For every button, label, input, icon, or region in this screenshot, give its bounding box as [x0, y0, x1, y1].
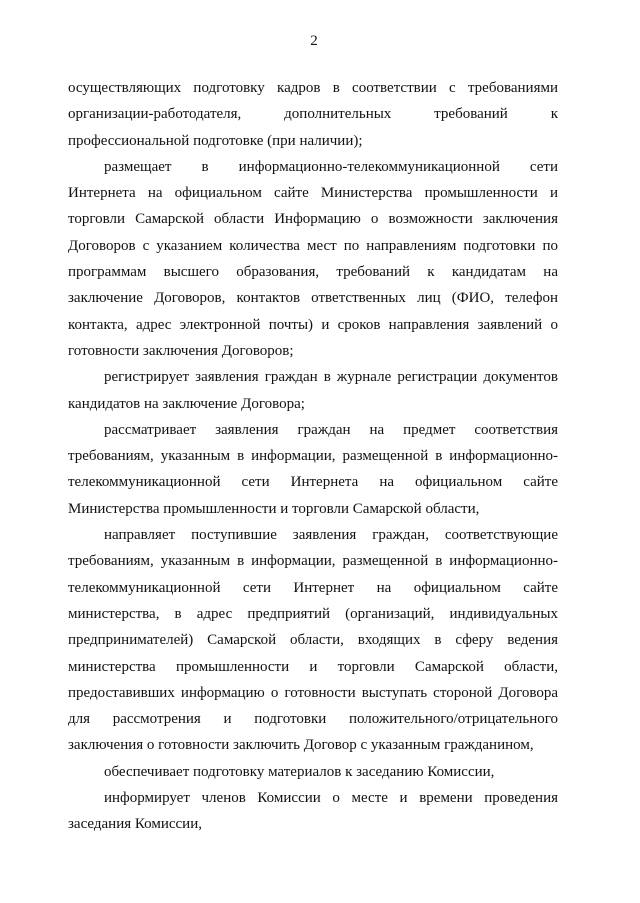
text-line: направляет поступившие заявления граждан, соответствующие — [104, 527, 558, 544]
text-line: размещает в информационно-телекоммуникационной сети — [104, 158, 558, 175]
text-line: торговли Самарской области Информацию о возможности заключения — [68, 211, 558, 228]
text-line: профессиональной подготовке (при наличии); — [68, 132, 363, 149]
paragraph-registers-applications — [68, 364, 558, 417]
text-line: Министерства промышленности и торговли Самарской области, — [68, 500, 480, 517]
text-line: организации-работодателя, дополнительных требований к — [68, 106, 558, 123]
text-line: заключения о готовности заключить Договор с указанным гражданином, — [68, 737, 534, 754]
text-line: телекоммуникационной сети Интернета на официальном сайте — [68, 474, 558, 491]
text-line: министерства промышленности и торговли Самарской области, — [68, 658, 558, 675]
text-line: программам высшего образования, требований к кандидатам на — [68, 264, 558, 281]
paragraph-reviews-applications — [68, 417, 558, 522]
page-number: 2 — [310, 33, 318, 49]
text-line: министерства, в адрес предприятий (организаций, индивидуальных — [68, 605, 558, 622]
text-line: заседания Комиссии, — [68, 816, 202, 833]
text-line: контакта, адрес электронной почты) и сроков направления заявлений о — [68, 316, 558, 333]
text-line: информирует членов Комиссии о месте и времени проведения — [104, 790, 558, 807]
text-line: Интернета на официальном сайте Министерства промышленности и — [68, 185, 558, 202]
text-line: заключение Договоров, контактов ответственных лиц (ФИО, телефон — [68, 290, 558, 307]
paragraph-continuation — [68, 75, 558, 154]
text-line: рассматривает заявления граждан на предмет соответствия — [104, 421, 558, 438]
paragraph-places-information — [68, 154, 558, 364]
paragraph-informs-members — [68, 785, 558, 838]
paragraph-prepares-materials — [68, 759, 558, 785]
text-line: предпринимателей) Самарской области, входящих в сферу ведения — [68, 632, 558, 649]
text-line: регистрирует заявления граждан в журнале регистрации документов — [104, 369, 558, 386]
paragraph-forwards-applications — [68, 522, 558, 759]
text-line: кандидатов на заключение Договора; — [68, 395, 305, 412]
text-line: Договоров с указанием количества мест по направлениям подготовки по — [68, 237, 558, 254]
text-line: для рассмотрения и подготовки положительного/отрицательного — [68, 711, 558, 728]
text-line: готовности заключения Договоров; — [68, 342, 294, 359]
document-body — [68, 75, 558, 838]
text-line: обеспечивает подготовку материалов к заседанию Комиссии, — [104, 763, 495, 780]
text-line: осуществляющих подготовку кадров в соответствии с требованиями — [68, 80, 558, 96]
text-line: требованиям, указанным в информации, размещенной в информационно- — [68, 553, 558, 570]
text-line: телекоммуникационной сети Интернет на официальном сайте — [68, 579, 558, 596]
text-line: предоставивших информацию о готовности выступать стороной Договора — [68, 684, 558, 701]
text-line: требованиям, указанным в информации, размещенной в информационно- — [68, 448, 558, 465]
